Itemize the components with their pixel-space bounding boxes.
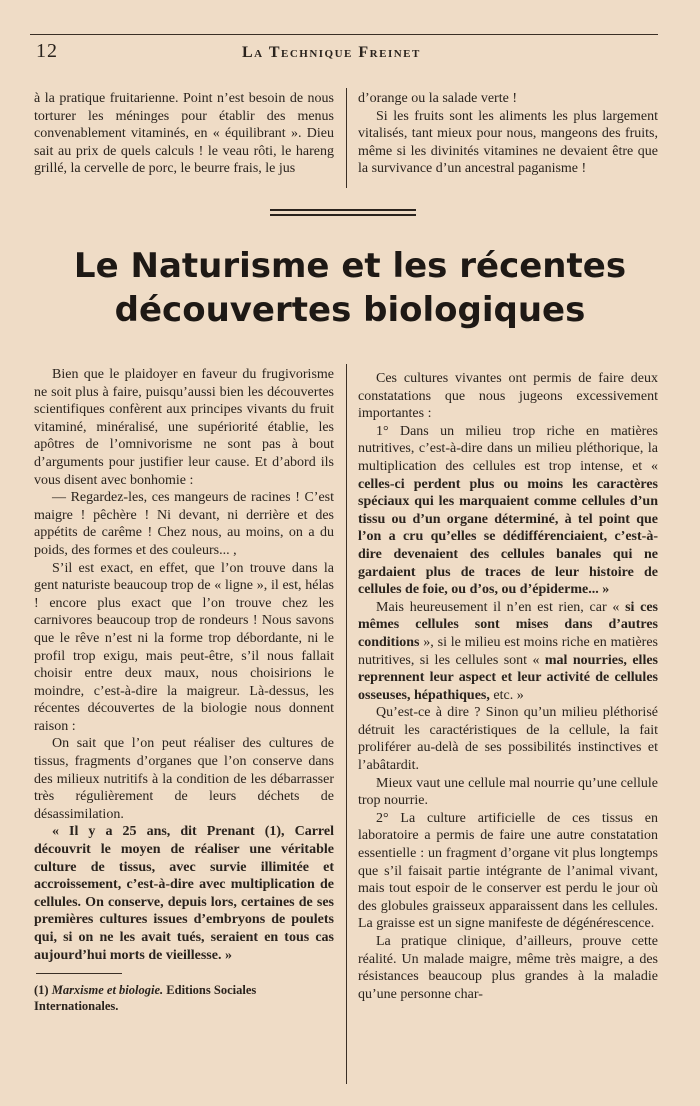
paragraph: La pratique clinique, d’ailleurs, prouve cette réalité. Un malade maigre, même très maigre, a des résistances beaucoup plus grandes à la maladie qu’une personne char- — [358, 934, 658, 1002]
quoted-text: si ces mêmes cellules sont mises dans d’autres conditions — [358, 599, 658, 650]
main-left-column — [34, 366, 334, 964]
page-header — [32, 40, 660, 76]
article-title — [30, 244, 670, 332]
paragraph: Bien que le plaidoyer en faveur du frugivorisme ne soit plus à faire, puisqu’aussi bien les découvertes scientifiques confèrent aux principes vivants du fruit vitaminé, minéralisé, une supériorité établie, les apôtres de l’omnivorisme ne sont pas à bout d’arguments pour justifier leur cause. Et d’abord ils vous disent avec bonhomie : — [34, 367, 334, 488]
text-run: Mais heureusement il n’en est rien, car « — [376, 599, 626, 615]
paragraph: Mieux vaut une cellule mal nourrie qu’une cellule trop nourrie. — [358, 775, 658, 809]
paragraph: On sait que l’on peut réaliser des cultures de tissus, fragments d’organes que l’on conserve dans des milieux nutritifs à la condition de les débarrasser très régulièrement de leurs déchets de désassimilation. — [34, 736, 334, 822]
top-left-column — [34, 90, 334, 178]
quote-paragraph — [34, 823, 334, 964]
main-right-column — [358, 370, 658, 1003]
paragraph: d’orange ou la salade verte ! — [358, 91, 517, 106]
footnote-text: Editions Sociales Internationales. — [34, 983, 257, 1013]
paragraph: 2° La culture artificielle de ces tissus en laboratoire a permis de faire une autre constatation essentielle : un fragment d’organe vit plus longtemps que s’il faisait partie intégrante de l’animal vivant, mais tout espoir de le conserver est perdu le jour où des globules graisseux apparaissent dans les cellules. La graisse est un signe manifeste de dégénérescence. — [358, 810, 658, 932]
footnote-mark: (1) — [34, 983, 52, 997]
column-divider — [346, 364, 347, 1084]
separator-rule — [270, 209, 416, 211]
footnote-title: Marxisme et biologie. — [51, 983, 164, 997]
text-run: etc. » — [489, 687, 524, 703]
header-rule — [30, 34, 658, 35]
quote-intro: « Il y a 25 ans, dit Prenant (1), — [52, 824, 295, 840]
paragraph: Si les fruits sont les aliments les plus largement vitalisés, tant mieux pour nous, mangeons des fruits, même si les divinités vitamines ne devaient être que la survivance d’un ancestral paganisme ! — [358, 108, 658, 177]
text-run: », si le milieu est moins riche en matières nutritives, si les cellules sont « — [358, 634, 658, 668]
column-divider — [346, 88, 347, 188]
title-line: découvertes biologiques — [114, 290, 586, 330]
separator-rule — [270, 214, 416, 216]
paragraph: Qu’est-ce à dire ? Sinon qu’un milieu pléthorisé détruit les caractéristiques de la cellule, la fait proliférer au-delà de ses possibilités instinctives et l’abâtardit. — [358, 705, 658, 774]
footnote-rule — [36, 973, 122, 974]
quote-text: Carrel découvrit le moyen de réaliser une véritable culture de tissus, avec survie illimitée et accroissement, c’est-à-dire avec multiplication de cellules. On conserve, depuis lors, certaines de ses premières cultures issues d’embryons de poulets qui, si on ne les avait tués, seraient en tous cas aujourd’hui morts de vieillesse. » — [34, 824, 334, 963]
quoted-text: mal nourries, elles reprennent leur aspect et leur activité de cellules osseuses, hépathiques, — [358, 652, 658, 703]
top-right-column — [358, 90, 658, 178]
text-run: 1° Dans un milieu trop riche en matières nutritives, c’est-à-dire dans un milieu pléthorique, la multiplication des cellules est trop intense, et « — [358, 423, 658, 474]
paragraph: à la pratique fruitarienne. Point n’est besoin de nous torturer les méninges pour établir des menus convenablement vitaminés, en « équilibrant ». Dieu sait au prix de quels calculs ! le veau rôti, le hareng grillé, la cervelle de porc, le beurre frais, le jus — [34, 91, 334, 177]
title-line: Le Naturisme et les récentes — [73, 246, 627, 286]
footnote — [34, 982, 334, 1014]
paragraph: — Regardez-les, ces mangeurs de racines ! C’est maigre ! pêchère ! Ni devant, ni derrière et des appétits de carême ! Chez nous, au moins, on a du poids, des formes et des couleurs... , — [34, 490, 334, 558]
quoted-text: celles-ci perdent plus ou moins les caractères spéciaux qui les marquaient comme cellules d’un tissu ou d’un organe déterminé, à tel point que l’on a cru qu’elles se dédifférenciaient, c’est-à-dire devenaient des cellules banales qui ne gardaient plus de traces de leur histoire de cellules de foie, ou d’os, ou d’épiderme... » — [358, 476, 658, 598]
paragraph — [358, 423, 658, 599]
paragraph: S’il est exact, en effet, que l’on trouve dans la gent naturiste beaucoup trop de « ligne », il est, hélas ! encore plus exact que l’on trouve chez les carnivores beaucoup trop de rondeurs ! Nous savons que le rêve n’est ni la forme trop débordante, ni le profil trop exigu, mais peut-être, s’il nous fallait choisir entre deux maux, nous choisirions le moindre, c’est-à-dire la maigreur. Là-dessus, les récentes découvertes de la biologie nous donnent raison : — [34, 560, 334, 734]
page-number: 12 — [36, 40, 58, 62]
paragraph: Ces cultures vivantes ont permis de faire deux constatations que nous jugeons excessivement importantes : — [358, 371, 658, 422]
paragraph — [358, 599, 658, 705]
running-title: La Technique Freinet — [242, 44, 421, 61]
